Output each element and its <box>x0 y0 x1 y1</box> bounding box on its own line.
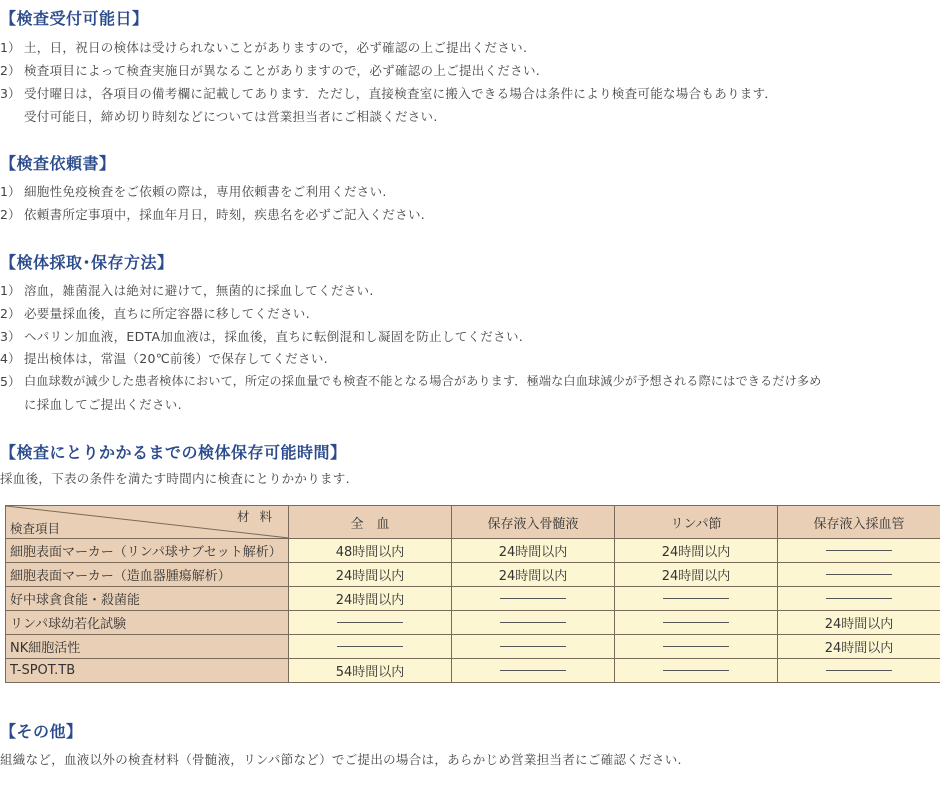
section-title-reception: 【検査受付可能日】 <box>0 9 149 28</box>
table-row <box>6 659 940 683</box>
table-cell-empty <box>615 635 778 659</box>
dash-line <box>663 646 729 647</box>
table-cell: 54時間以内 <box>289 659 452 683</box>
column-header: 全 血 <box>289 506 452 539</box>
section-title-other: 【その他】 <box>0 722 83 741</box>
list-item: 依頼書所定事項中，採血年月日，時刻，疾患名を必ずご記入ください. <box>24 207 426 222</box>
table-cell-empty <box>778 539 940 563</box>
dash-line <box>663 622 729 623</box>
table-header-row <box>6 506 940 539</box>
dash-line <box>826 550 892 551</box>
storage-time-table <box>5 505 940 683</box>
section-text: 組織など，血液以外の検査材料（骨髄液，リンパ節など）でご提出の場合は，あらかじめ営業担当者にご確認ください. <box>0 752 682 767</box>
dash-line <box>500 646 566 647</box>
list-item: 溶血，雑菌混入は絶対に避けて，無菌的に採血してください. <box>24 283 374 298</box>
table-cell-empty <box>615 611 778 635</box>
section-title-storage-time: 【検査にとりかかるまでの検体保存可能時間】 <box>0 443 347 462</box>
row-label: 細胞表面マーカー（リンパ球サブセット解析） <box>6 539 289 563</box>
table-cell: 24時間以内 <box>615 563 778 587</box>
list-item: 提出検体は，常温（20℃前後）で保存してください. <box>24 351 328 366</box>
list-item: 細胞性免疫検査をご依頼の際は，専用依頼書をご利用ください. <box>24 184 387 199</box>
table-row <box>6 587 940 611</box>
dash-line <box>500 622 566 623</box>
list-item-continuation: 受付可能日，締め切り時刻などについては営業担当者にご相談ください. <box>24 109 438 124</box>
section-title-request-form: 【検査依頼書】 <box>0 154 116 173</box>
dash-line <box>826 598 892 599</box>
list-item-number: 2） <box>0 306 21 321</box>
corner-label-material: 材料 <box>236 509 282 524</box>
table-cell-empty <box>778 587 940 611</box>
list-item-number: 5） <box>0 374 21 389</box>
table-cell-empty <box>615 587 778 611</box>
list-item: 検査項目によって検査実施日が異なることがありますので，必ず確認の上ご提出ください. <box>24 63 541 78</box>
section-title-collection: 【検体採取･保存方法】 <box>0 253 174 272</box>
table-cell: 24時間以内 <box>778 635 940 659</box>
table-cell: 24時間以内 <box>452 539 615 563</box>
row-label: T-SPOT.TB <box>6 659 289 683</box>
list-item-number: 1） <box>0 40 21 55</box>
column-header: 保存液入採血管 <box>778 506 940 539</box>
list-item-number: 1） <box>0 283 21 298</box>
table-cell: 24時間以内 <box>289 563 452 587</box>
dash-line <box>337 622 403 623</box>
table-cell-empty <box>615 659 778 683</box>
dash-line <box>826 574 892 575</box>
dash-line <box>826 670 892 671</box>
list-item: ヘパリン加血液，EDTA加血液は，採血後，直ちに転倒混和し凝固を防止してください. <box>24 329 524 344</box>
row-label: リンパ球幼若化試験 <box>6 611 289 635</box>
list-item: 必要量採血後，直ちに所定容器に移してください. <box>24 306 310 321</box>
table-cell-empty <box>289 611 452 635</box>
row-label: 細胞表面マーカー（造血器腫瘍解析） <box>6 563 289 587</box>
column-header: 保存液入骨髄液 <box>452 506 615 539</box>
dash-line <box>663 670 729 671</box>
table-cell: 24時間以内 <box>778 611 940 635</box>
column-header: リンパ節 <box>615 506 778 539</box>
table-corner-cell <box>6 506 289 539</box>
table-cell-empty <box>452 659 615 683</box>
dash-line <box>500 670 566 671</box>
table-cell-empty <box>778 659 940 683</box>
table-cell-empty <box>778 563 940 587</box>
list-item: 土，日，祝日の検体は受けられないことがありますので，必ず確認の上ご提出ください. <box>24 40 528 55</box>
list-item-number: 3） <box>0 86 21 101</box>
table-cell: 24時間以内 <box>615 539 778 563</box>
list-item: 受付曜日は，各項目の備考欄に記載してあります．ただし，直接検査室に搬入できる場合は条件により検査可能な場合もあります． <box>24 86 778 101</box>
list-item-number: 3） <box>0 329 21 344</box>
row-label: NK細胞活性 <box>6 635 289 659</box>
table-cell-empty <box>452 587 615 611</box>
list-item-number: 2） <box>0 207 21 222</box>
corner-label-test-item: 検査項目 <box>10 521 61 536</box>
table-cell: 24時間以内 <box>289 587 452 611</box>
dash-line <box>500 598 566 599</box>
list-item-number: 4） <box>0 351 21 366</box>
table-cell: 48時間以内 <box>289 539 452 563</box>
table-row <box>6 539 940 563</box>
table-cell-empty <box>289 635 452 659</box>
section-intro: 採血後，下表の条件を満たす時間内に検査にとりかかります. <box>0 471 350 486</box>
list-item-number: 2） <box>0 63 21 78</box>
table-cell: 24時間以内 <box>452 563 615 587</box>
list-item: 白血球数が減少した患者検体において，所定の採血量でも検査不能となる場合があります．極端な白血球減少が予想される際にはできるだけ多め <box>24 374 822 388</box>
table-row <box>6 635 940 659</box>
table-cell-empty <box>452 635 615 659</box>
table-row <box>6 611 940 635</box>
dash-line <box>663 598 729 599</box>
row-label: 好中球貪食能・殺菌能 <box>6 587 289 611</box>
dash-line <box>337 646 403 647</box>
list-item-continuation: に採血してご提出ください. <box>24 397 182 412</box>
table-row <box>6 563 940 587</box>
table-cell-empty <box>452 611 615 635</box>
list-item-number: 1） <box>0 184 21 199</box>
